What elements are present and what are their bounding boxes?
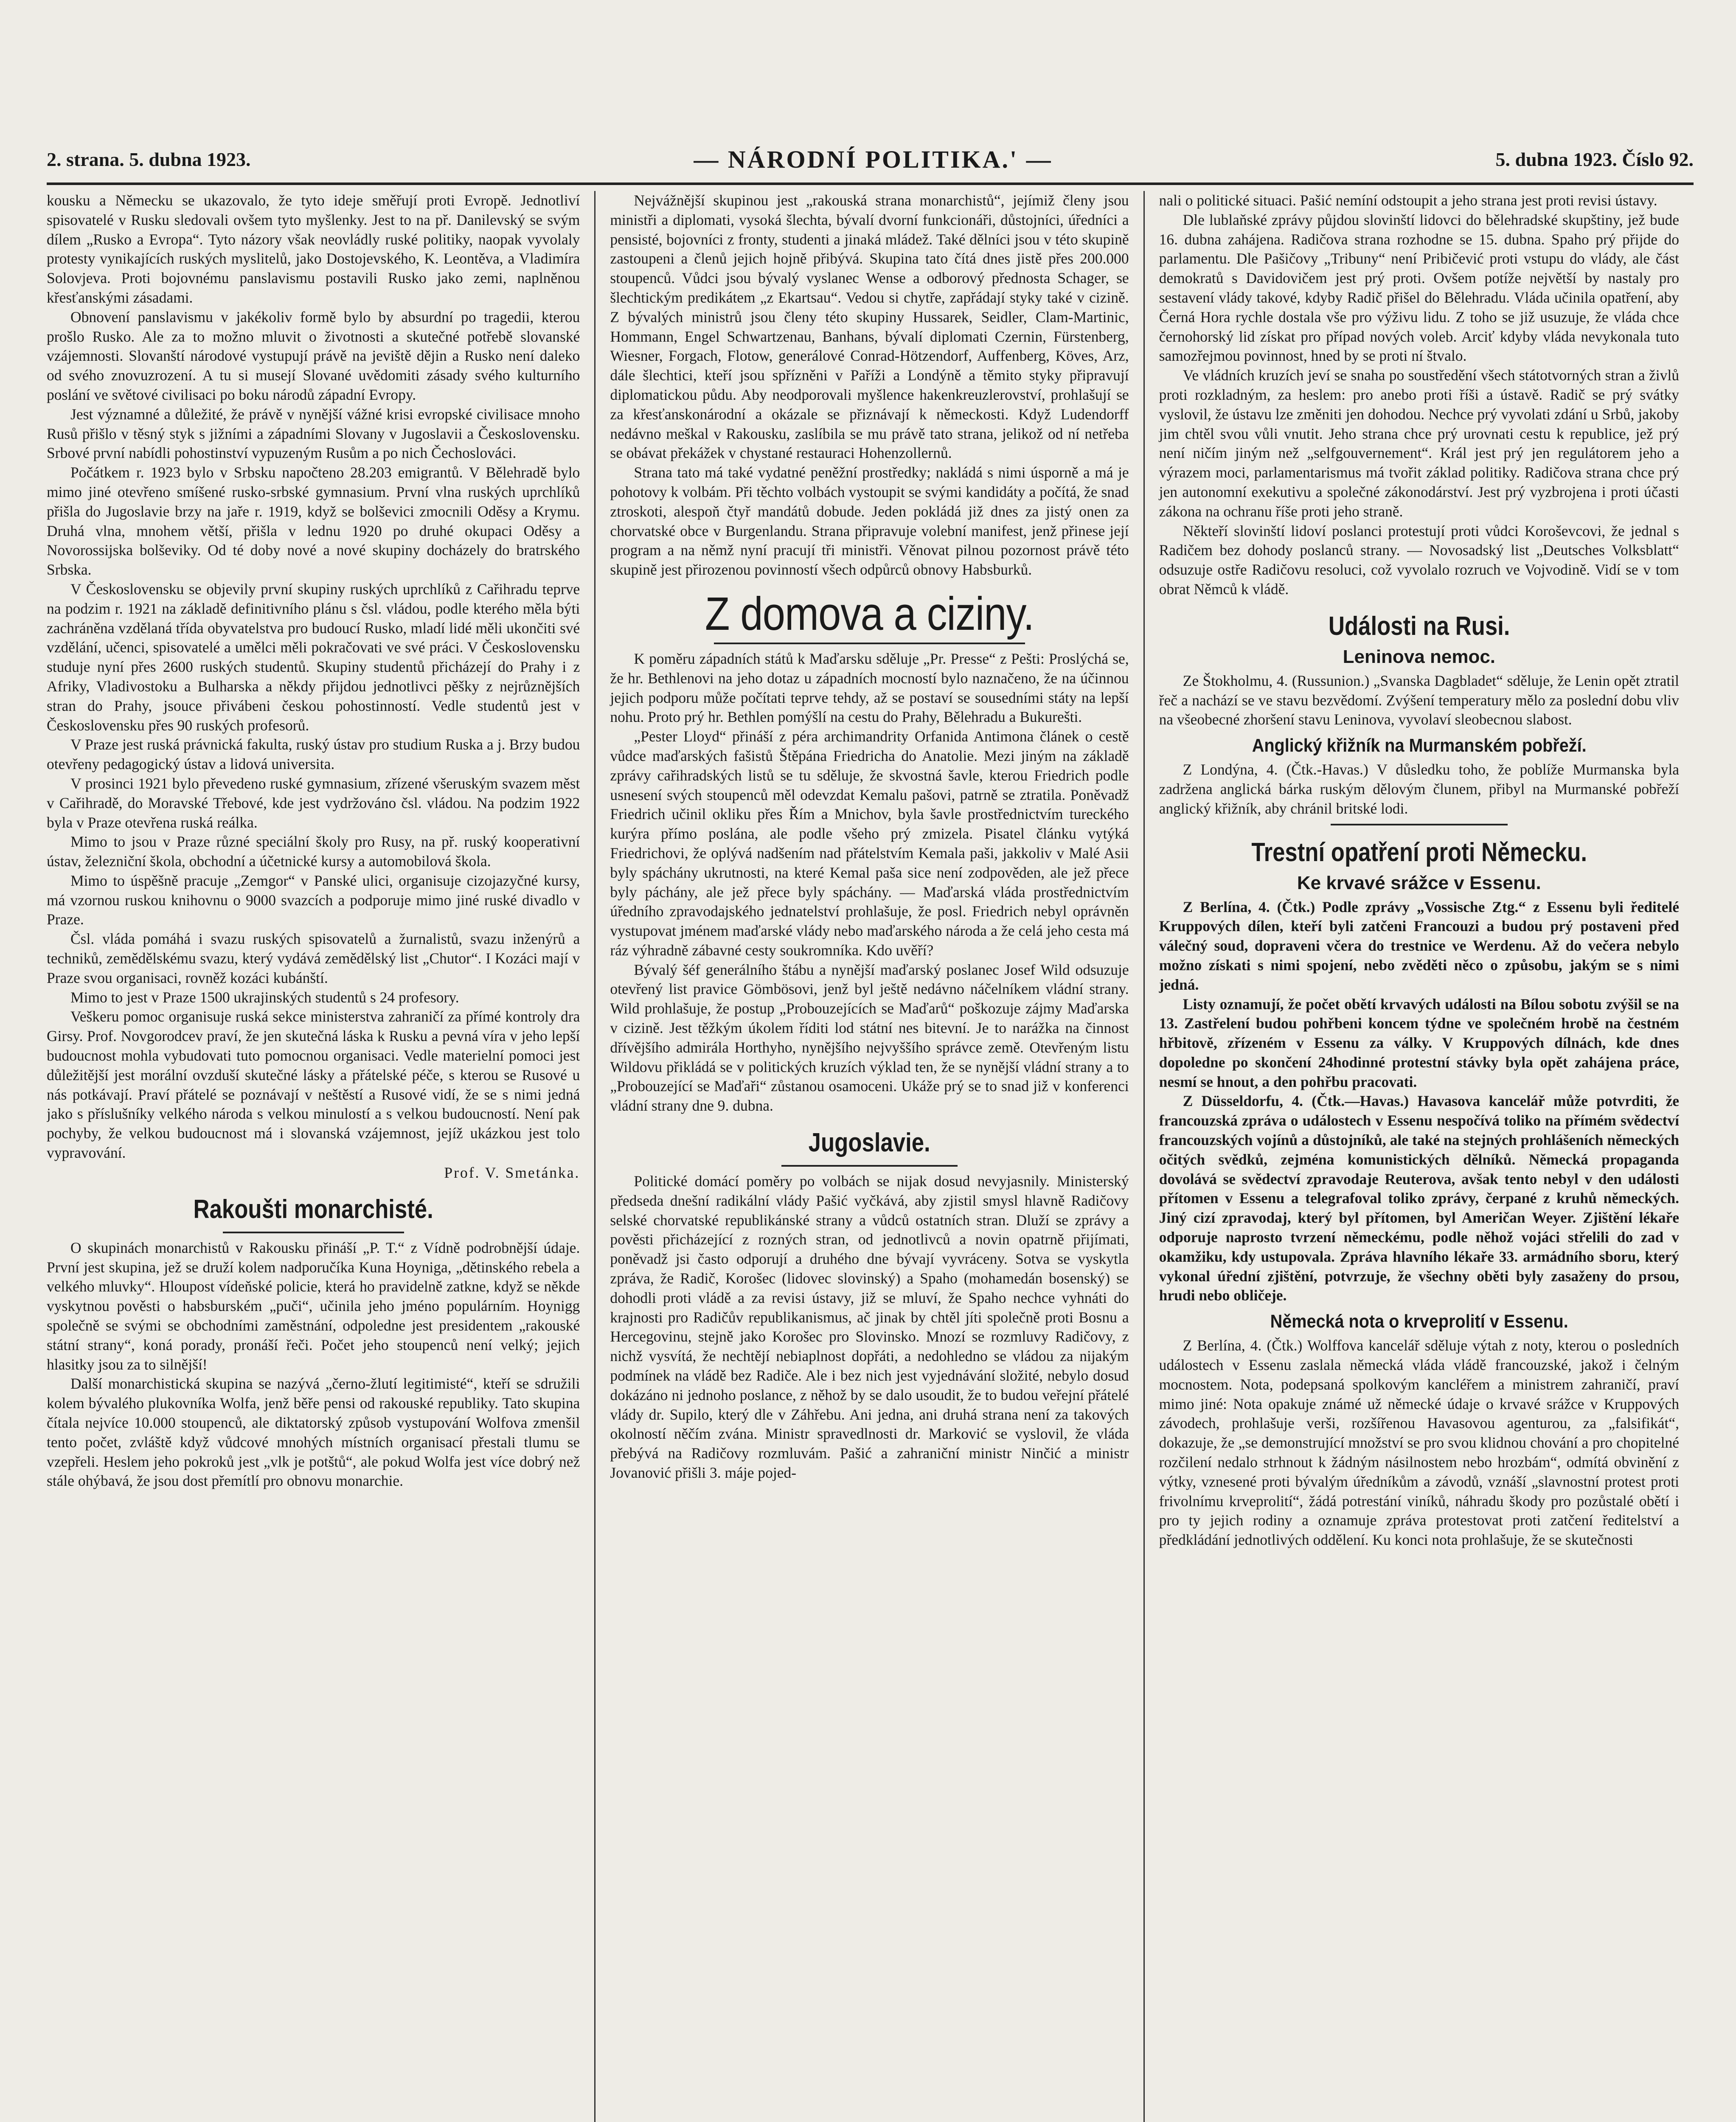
article-paragraph: Politické domácí poměry po volbách se nijak dosud nevyjasnily. Ministerský předseda dnešní radikální vlády Pašić vyčkává, aby zjistil smysl hlavně Radičovy selské chorvatské republikánské strany a vůdců ostatních stran. Dluží se zprávy a pověsti přicházející z rozných stran, od jednotlivců a novin opatrně přijímati, poněvadž jsi často odporují a druhého dne bývají vyvráceny. Sotva se vyskytla zpráva, že Radič, Korošec (lidovec slovinský) a Spaho (mohamedán bosenský) se dohodli proti vládě a za revisi ústavy, již se mluví, že Spaho nechce vyhnáti do krajnosti pro Radičův republikanismus, ač jinak by chtěl jíti společně proti Bosnu a Hercegovinu, stejně jako Korošec pro Slovinsko. Mnozí se rozmluvy Radičovy, z nichž vysvítá, že nechtějí nebiaplnost dopřáti, a nedohledno se vládou za nijakým podmínek na vládě bez Radiče. Ale i bez nich jest vyjednávání složité, nebylo dosud dokázáno ni jednoho poslance, z něhož by se dalo usoudit, že to budou veřejní přátelé vlády dr. Supilo, který dle v Záhřebu. Ani jedna, ani druhá strana není za takových okolností něčím zvána. Ministr spravedlnosti dr. Marković se vyslovil, že vláda přebývá na Radičovy rozmluvám. Pašić a zahraniční ministr Ninčić a ministr Jovanović přišli 3. máje pojed-: [610, 1173, 1129, 1482]
subheading: Ke krvavé srážce v Essenu.: [1297, 872, 1541, 893]
article-paragraph: Čsl. vláda pomáhá i svazu ruských spisovatelů a žurnalistů, svazu inženýrů a techniků, zemědělskému svazu, který vydává zemědělský list „Chutor“. I Kozáci mají v Praze svou organisaci, rovněž kozáci kubánští.: [47, 930, 580, 986]
article-paragraph: Strana tato má také vydatné peněžní prostředky; nakládá s nimi úsporně a má je pohotovy k volbám. Při těchto volbách vystoupit se svými kandidáty a počítá, že snad ztroskoti, alespoň čtyř mandátů dobude. Jeden pokládá již dnes za jistý onen za chorvatské obce v Burgenlandu. Strana připravuje volební manifest, jenž přinese její program a na němž nyní pracují tři ministři. Věnovat pilnou pozornost právě této skupině jest přirozenou povinností všech odpůrců obnovy Habsburků.: [610, 464, 1129, 578]
article-paragraph: Někteří slovinští lidoví poslanci protestují proti vůdci Koroševcovi, že jednal s Radičem bez dohody poslanců strany. — Novosadský list „Deutsches Volksblatt“ odsuzuje ostře Radičovu resoluci, což vyvolalo rozruch ve Vojvodině. Vidí se v tom obrat Němců k vládě.: [1159, 522, 1679, 598]
article-paragraph: V Československu se objevily první skupiny ruských uprchlíků z Cařihradu teprve na podzim r. 1921 na základě definitivního plánu s čsl. vládou, podle kterého měla býti zachráněna vzdělaná třída obyvatelstva pro budoucí Rusko, mladí lidé měli ukončiti své vzdělání, učenci, spisovatelé a umělci měli pokračovati ve své práci. V Československu studuje nyní přes 2600 ruských studentů. Skupiny studentů přicházejí do Prahy i z Afriky, Vladivostoku a Bulharska a někdy přijdou jednotlivci pěšky z nejrůznějších stran do Prahy, jsouce přivábeni českou pohostinností. Vedle studentů jest v Československu přes 90 ruských profesorů.: [47, 580, 580, 734]
article-paragraph: Listy oznamují, že počet obětí krvavých události na Bílou sobotu zvýšil se na 13. Zastřelení budou pohřbeni koncem týdne ve společném hrobě na čestném hřbitově, zřízeném v Essenu za války. V Kruppových dílnách, kde dnes dopoledne po skončení 24hodinné protestní stávky byla opět zahájena práce, nesmí se hnout, a den pohřbu pracovati.: [1159, 995, 1679, 1090]
article-signature: Prof. V. Smetánka.: [444, 1164, 580, 1181]
heading-rule: [223, 1232, 404, 1233]
article-paragraph: Mimo to úspěšně pracuje „Zemgor“ v Panské ulici, organisuje cizojazyčné kursy, má vzornou ruskou knihovnu o 9000 svazcích a podporuje mimo jiné ruské divadlo v Praze.: [47, 872, 580, 928]
subheading: Anglický křižník na Murmanském pobřeží.: [1252, 735, 1587, 756]
masthead-page-date: 2. strana. 5. dubna 1923.: [47, 148, 251, 170]
article-paragraph: Jest významné a důležité, že právě v nynější vážné krisi evropské civilisace mnoho Rusů přišlo v těsný styk s jižními a západními Slovany v Jugoslavii a Československu. Srbové první nabídli pohostinství vypuzeným Rusům a po nich Čechoslováci.: [47, 405, 580, 462]
column-2: [596, 191, 1144, 2122]
article-paragraph: Veškeru pomoc organisuje ruská sekce ministerstva zahraničí za přímé kontroly dra Girsy. Prof. Novgorodcev praví, že jen skutečná láska k Rusku a pevná víra v jeho lepší budoucnost mohla vybudovati tuto pomocnou organisaci. Vedle materielní pomoci jest důležitější jest morální ovzduší skutečné lásky a přátelské péče, s kterou se Rusové u nás potkávají. Praví přátelé se poznávají v neštěstí a Rusové vidí, že se s nimi jedná jako s příslušníky velkého národa s velkou minulostí a s velkou budoucností. Není pak pochyby, že velkou budoucnost má i slovanská vzájemnost, jejíž ukázkou jest tolo vypravování.: [47, 1008, 580, 1162]
article-paragraph: Z Berlína, 4. (Čtk.) Podle zprávy „Vossische Ztg.“ z Essenu byli ředitelé Kruppových dílen, kteří byli zatčeni Francouzi a budou prý postaveni před válečný soud, dopraveni včera do trestnice ve Werdenu. Až do večera nebylo možno získati s nimi spojení, nebo zvěděti něco o způsobu, jakým se s nimi jedná.: [1159, 898, 1679, 993]
article-paragraph: Dle lublaňské zprávy půjdou slovinští lidovci do bělehradské skupštiny, jež bude 16. dubna zahájena. Radičova strana rozhodne se 15. dubna. Spaho prý přijde do parlamentu. Dle Pašičovy „Tribuny“ není Pribičević proti vstupu do vlády, ale část demokratů s Davidovičem jest prý proti. Ovšem potíže největší by nastaly pro sestavení vlády takové, kdyby Radič přišel do Bělehradu. Vláda učinila opatření, aby Černá Hora rychle dostala vše pro výživu lidu. Z toho se již usuzuje, že vláda chce černohorský lid získat pro případ nových voleb. Arciť kdyby vláda nevykonala tuto samozřejmou povinnost, hned by se proti ní štvalo.: [1159, 211, 1679, 365]
article-paragraph: kousku a Německu se ukazovalo, že tyto ideje směřují proti Evropě. Jednotliví spisovatelé v Rusku sledovali ovšem tyto myšlenky. Jest to na př. Danilevský se svým dílem „Rusko a Evropa“. Tyto názory však neovládly ruské politiky, naopak vyvolaly protesty vynikajících ruských myslitelů, jako Dostojevského, K. Leontěva, a Vladimíra Solovjeva. Proti bojovnému panslavismu postavili Rusko jako zemi, naplněnou křesťanskými zásadami.: [47, 192, 580, 306]
column-1: [47, 191, 596, 2122]
section-heading: Jugoslavie.: [808, 1128, 931, 1158]
article-paragraph: Mimo to jsou v Praze různé speciální školy pro Rusy, na př. ruský kooperativní ústav, železniční škola, obchodní a účetnické kursy a automobilová škola.: [47, 833, 580, 870]
masthead-title: — NÁRODNÍ POLITIKA.' —: [694, 145, 1053, 173]
section-heading: Trestní opatření proti Německu.: [1251, 837, 1587, 867]
article-paragraph: K poměru západních států k Maďarsku sděluje „Pr. Presse“ z Pešti: Proslýchá se, že hr. Bethlenovi na jeho dotaz u západních mocností bylo naznačeno, že na účinnou jejich podporu může počítati teprve tehdy, až se postaví se sousedními státy na lepší nohu. Proto prý hr. Bethlen pomýšlí na cestu do Prahy, Bělehradu a Bukurešti.: [610, 650, 1129, 726]
masthead: [47, 136, 1694, 185]
article-paragraph: O skupinách monarchistů v Rakousku přináší „P. T.“ z Vídně podrobnější údaje. První jest skupina, jež se druží kolem nadporučíka Kuna Hoyniga, „dětinského rebela a velkého mluvky“. Hloupost vídeňské policie, která ho pravidelně zatkne, když se někde vyskytnou pověsti o habsburském „puči“, učinila jeho jméno populárním. Hoynigg společně se svými se obchodními zaměstnání, odpoledne jest presidentem „rakouské státní strany“, koná porady, pronáší řeči. Počet jeho stoupenců není velký; jejich hlasitky jsou za to silnější!: [47, 1239, 580, 1373]
article-paragraph: „Pester Lloyd“ přináší z péra archimandrity Orfanida Antimona článek o cestě vůdce maďarských fašistů Štěpána Friedricha do Anatolie. Mezi jiným na základě zprávy cařihradských listů se tu sděluje, že skvostná šavle, kterou Friedrich podle usnesení svých stoupenců měl odevzdat Kemalu pašovi, patrně se ztratila. Poněvadž Friedrich učinil okliku přes Řím a Mnichov, byla šavle prostřednictvím tureckého kurýra přímo poslána, ale podle všeho prý zmizela. Pisatel článku vytýká Friedrichovi, že oplývá nadšením nad přátelstvím Kemala paši, jakkoliv v Malé Asii byly spáchány ukrutnosti, na které Kemal paša sice není zodpověden, ale jež přece byly páchány, ale jež přece byly spáchány. — Maďarská vláda prostřednictvím úředního zpravodajského jednatelství prohlašuje, že posl. Friedrich nebyl oprávněn vystupovat jménem maďarské vlády nebo maďarského národa a že celá jeho cesta má ráz výhradně zábavné cesty soukromníka. Kdo uvěří?: [610, 728, 1129, 959]
subheading: Německá nota o krveprolití v Essenu.: [1270, 1311, 1568, 1332]
heading-rule: [714, 643, 1025, 644]
section-rule: [1331, 824, 1508, 825]
section-heading: Z domova a ciziny.: [705, 587, 1034, 640]
article-paragraph: Počátkem r. 1923 bylo v Srbsku napočteno 28.203 emigrantů. V Bělehradě bylo mimo jiné otevřeno smíšené rusko-srbské gymnasium. První vlna ruských uprchlíků přišla do Jugoslavie brzy na jaře r. 1919, když se bolševici zmocnili Oděsy a Krymu. Druhá vlna, mnohem větší, přišla v lednu 1920 po druhé okupaci Oděsy a Novorossijska bolševiky. Od té doby nové a nové skupiny docházely do bratrského Srbska.: [47, 464, 580, 578]
article-columns: [47, 191, 1694, 2122]
section-heading: Události na Rusi.: [1328, 611, 1510, 641]
article-paragraph: Z Londýna, 4. (Čtk.-Havas.) V důsledku toho, že poblíže Murmanska byla zadržena anglická bárka ruským dělovým člunem, přibyl na Murmanské pobřeží anglický křižník, aby chránil britské lodi.: [1159, 761, 1679, 817]
article-paragraph: Z Berlína, 4. (Čtk.) Wolffova kancelář sděluje výtah z noty, kterou o posledních událostech v Essenu zaslala německá vláda vládě francouzské, jakož i čelným mocnostem. Nota, podepsaná spolkovým kancléřem a ministrem zahraničí, praví mimo jiné: Nota opakuje známé už německé údaje o krvavé srážce v Kruppových závodech, prohlašuje verši, rozšířenou Havasovou agenturou, za „falsifikát“, dokazuje, že „se demonstrující množství se pro svou klidnou chování a pro chopitelné rozčilení nedalo strhnout k žádným násilnostem nebo hrozbám“, odmítá obvinění z výtky, vznesené proti bývalým úředníkům a závodů, vznáší „slavnostní protest proti frivolnímu krveprolití“, žádá potrestání viníků, náhradu škody pro pozůstalé obětí i pro ty jejich rodiny a oznamuje zpráva protestovat proti zatčení ředitelství a předkládání jednotlivých oddělení. Ku konci nota prohlašuje, že se skutečnosti: [1159, 1337, 1679, 1549]
article-paragraph: Ze Štokholmu, 4. (Russunion.) „Svanska Dagbladet“ sděluje, že Lenin opět ztratil řeč a nachází se ve stavu bezvědomí. Zvýšení temperatury mělo za poslední dobu vliv na všeobecné zhoršení stavu Leninova, vyvolaví sleobecnou slabost.: [1159, 672, 1679, 728]
article-paragraph: Bývalý šéf generálního štábu a nynější maďarský poslanec Josef Wild odsuzuje otevřený list pravice Gömbösovi, jenž byl ještě nedávno náčelníkem vládní strany. Wild prohlašuje, že postup „Probouzejících se Maďarů“ poškozuje zájmy Maďarska v cizině. Jest těžkým úkolem říditi lod státní nes bitevní. Je to narážka na činnost dřívějšího admirála Horthyho, nynějšího nejvyššího správce země. Otevřeným listu Wildovu přikládá se v politických kruzích výklad ten, že se nynější vládní strany a to „Probouzející se Maďaři“ zůstanou osamoceni. Ukáže prý se to snad již v konferenci vládní strany dne 9. dubna.: [610, 961, 1129, 1114]
article-paragraph: V prosinci 1921 bylo převedeno ruské gymnasium, zřízené všeruským svazem měst v Cařihradě, do Moravské Třebové, kde jest vydržováno čsl. vládou. Na podzim 1922 byla v Praze otevřena ruská reálka.: [47, 775, 580, 831]
article-paragraph: Nejvážnější skupinou jest „rakouská strana monarchistů“, jejímiž členy jsou ministři a diplomati, vysoká šlechta, bývalí dvorní funkcionáři, důstojníci, úředníci a pensisté, bojovníci z fronty, studenti a jinaká mládež. Také dělníci jsou v této skupině zastoupeni a členů jejich hojně přibývá. Skupina tato čítá dnes jistě přes 200.000 stoupenců. Vůdci jsou bývalý vyslanec Wense a odborový přednosta Schager, se šlechtickým predikátem „z Ekartsau“. Vedou si chytře, zapřádají styky také v cizině. Z bývalých ministrů jsou členy této skupiny Hussarek, Seidler, Clam-Martinic, Hommann, Engel Schwartzenau, Banhans, bývalí diplomati Czernin, Fürstenberg, Wiesner, Forgach, Flotow, generálové Conrad-Hötzendorf, Auffenberg, Köves, Arz, dále šlechtici, kteří jsou spřízněni v Paříži a Londýně a těmito styky připravují diplomatickou půdu. Aby neodporovali myšlence hakenkreuzlerovství, prohlašují se za křesťanskonárodní a okázale se přiznávají k německosti. Když Ludendorff nedávno meškal v Rakousku, zaslíbila se mu právě tato strana, jelikož od ní netřeba se obávat překážek v chystané restauraci Hohenzollernů.: [610, 192, 1129, 462]
column-3: [1145, 191, 1694, 2122]
article-paragraph: Z Düsseldorfu, 4. (Čtk.—Havas.) Havasova kancelář může potvrditi, že francouzská zpráva o událostech v Essenu nespočívá toliko na přímém svědectví francouzských vojínů a důstojníků, ale také na stejných prohlášeních německých očitých svědků, zejména komunistických dělníků. Německá propaganda dovolává se svědectví zpravodaje Reuterova, avšak tento nebyl v den události přítomen v Essenu a telegrafoval toliko zprávy, čerpané z kruhů německých. Jiný cizí zpravodaj, který byl přítomen, byl Američan Weyer. Zjištění lékaře odporuje naprosto tvrzení německému, podle něhož vojáci střelili do zad v okamžiku, kdy ustupovala. Zpráva hlavního lékaře 33. armádního sboru, který vykonal úřední zjištění, potvrzuje, že všechny oběti byly zasaženy do prsou, hrudi nebo obličeje.: [1159, 1092, 1679, 1304]
subheading: Leninova nemoc.: [1343, 646, 1496, 667]
article-paragraph: Mimo to jest v Praze 1500 ukrajinských studentů s 24 profesory.: [70, 988, 459, 1006]
article-paragraph: Ve vládních kruzích jeví se snaha po soustředění všech státotvorných stran a živlů proti rozkladným, za heslem: pro anebo proti říši a ústavě. Radič se prý svátky vyslovil, že ústavu lze změniti jen dohodou. Nechce prý vyvolati zdání u Srbů, jakoby jim chtěl svou vůli vnutit. Jeho strana chce prý urovnati cestu k republice, jež prý není ničím jiným než „selfgouvernement“. Král jest prý jen regulátorem jeho a výrazem moci, parlamentarismus má tvořit základ politiky. Radičova strana chce prý jen autonomní exekutivu a společné zákonodárství. Jest prý vyzbrojena i proti účasti zákona na ochranu říše proti jeho straně.: [1159, 367, 1679, 520]
section-heading: Rakoušti monarchisté.: [193, 1194, 433, 1224]
heading-rule: [781, 1165, 958, 1167]
article-paragraph: nali o politické situaci. Pašić nemíní odstoupit a jeho strana jest proti revisi ústavy.: [1159, 192, 1657, 209]
article-paragraph: Další monarchistická skupina se nazývá „černo-žlutí legitimisté“, kteří se sdružili kolem bývalého plukovníka Wolfa, jenž běře pensi od rakouské republiky. Tato skupina čítala nejvíce 10.000 stoupenců, ale diktatorský způsob vystupování Wolfova zmenšil tento počet, zvláště když vůdcové mnohých místních organisací přestali tlumu se vzepřeli. Heslem jeho pokroků jest „vlk je potštů“, ale pokud Wolfa jest více dobrý než stále ohýbavá, že jsou dost přemítlí pro obnovu monarchie.: [47, 1375, 580, 1490]
article-paragraph: Obnovení panslavismu v jakékoliv formě bylo by absurdní po tragedii, kterou prošlo Rusko. Ale za to možno mluvit o životnosti a skutečné potřebě slovanské vzájemnosti. Slovanští národové vystupují právě na jeviště dějin a Rusko není daleko od svého znovuzrození. A tu si musejí Slované uvědomiti zásady svého kulturního poslání ve světové civilisaci po boku národů západní Evropy.: [47, 308, 580, 403]
article-paragraph: V Praze jest ruská právnická fakulta, ruský ústav pro studium Ruska a j. Brzy budou otevřeny pedagogický ústav a lidová universita.: [47, 736, 580, 773]
masthead-issue: 5. dubna 1923. Číslo 92.: [1495, 148, 1694, 170]
